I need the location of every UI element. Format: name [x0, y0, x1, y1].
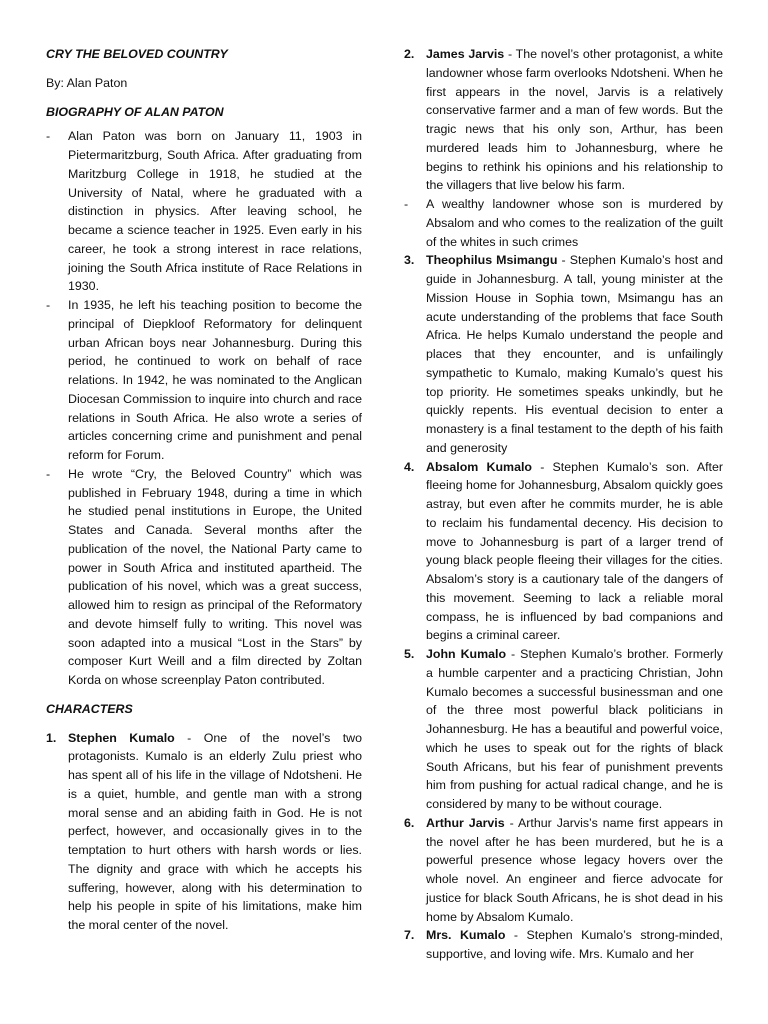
biography-item: [46, 296, 362, 465]
character-name: Mrs. Kumalo: [426, 928, 506, 943]
list-number: 4.: [404, 459, 415, 474]
character-item-mrs-kumalo: [404, 926, 723, 964]
characters-list-right-cont: [404, 251, 723, 964]
biography-heading: BIOGRAPHY OF ALAN PATON: [46, 104, 224, 119]
character-name: Absalom Kumalo: [426, 459, 532, 474]
character-name: Theophilus Msimangu: [426, 253, 558, 268]
list-number: 2.: [404, 47, 415, 61]
character-item-james-jarvis: [404, 45, 723, 195]
biography-item: [46, 465, 362, 690]
list-number: 1.: [46, 730, 57, 745]
dash-bullet: -: [46, 129, 51, 144]
document-title: CRY THE BELOVED COUNTRY: [46, 47, 228, 61]
character-name: Arthur Jarvis: [426, 815, 505, 830]
left-column: [46, 45, 362, 935]
character-name: John Kumalo: [426, 647, 507, 661]
character-item-john-kumalo: [404, 645, 723, 814]
character-description: - Stephen Kumalo’s host and guide in Johannesburg. A tall, young minister at the Mission House in Sophia town, Msimangu has an acute understanding of the problems that face South Africa. He helps Kumalo understand the people and places that they encounter, and is unfailingly sympathetic to Kumalo, making Kumalo’s quest his top priority. He sometimes speaks unkindly, but he quickly repents. His eventual decision to enter a monastery is a final testament to the depth of his faith and generosity: [426, 253, 723, 455]
jarvis-note-text: A wealthy landowner whose son is murdered by Absalom and who comes to the realization of the guilt of the whites in such crimes: [426, 197, 723, 249]
characters-list-left: [46, 729, 362, 935]
biography-text: He wrote “Cry, the Beloved Country” which was published in February 1948, during a time in which he studied penal institutions in Europe, the United States and Canada. Several months after the publication of the novel, the National Party came to power in South Africa and instituted apartheid. The publication of his novel, which was a great success, allowed him to resign as principal of the Reformatory and devote himself fully to writing. This novel was soon adapted into a musical “Lost in the Stars” by composer Kurt Weill and a film directed by Zoltan Korda on whose screenplay Paton contributed.: [68, 466, 362, 687]
characters-heading: CHARACTERS: [46, 701, 133, 716]
character-description: - The novel’s other protagonist, a white landowner whose farm overlooks Ndotsheni. When he first appears in the novel, Jarvis is a relatively conservative farmer and a man of few words. But the tragic news that his only son, Arthur, has been murdered leads him to Johannesburg, where he begins to rethink his opinions and his relationship to the villagers that live below his farm.: [426, 47, 723, 193]
character-description: - Stephen Kumalo’s strong-minded, supportive, and loving wife. Mrs. Kumalo and her: [426, 928, 723, 961]
biography-list: [46, 127, 362, 690]
list-number: 6.: [404, 815, 415, 830]
list-number: 7.: [404, 928, 415, 943]
biography-text: In 1935, he left his teaching position to become the principal of Diepkloof Reformatory for delinquent urban African boys near Johannesburg. During this period, he continued to work on behalf of race relations. In 1942, he was nominated to the Anglican Diocesan Commission to inquire into church and race relations in South Africa. He also wrote a series of articles concerning crime and punishment and penal reform for Forum.: [68, 298, 362, 462]
author-byline: By: Alan Paton: [46, 75, 128, 90]
character-item-arthur-jarvis: [404, 814, 723, 927]
character-description: - Stephen Kumalo’s brother. Formerly a humble carpenter and a practicing Christian, John Kumalo becomes a successful businessman and one of the three most powerful black politicians in Johannesburg. He has a beautiful and powerful voice, which he uses to speak out for the rights of black South Africans, but his fear of punishment prevents him from pushing for actual radical change, and he is considered by many to be without courage.: [426, 647, 723, 811]
character-description: - Stephen Kumalo’s son. After fleeing home for Johannesburg, Absalom quickly goes astray, but even after he commits murder, he is able to reclaim his fundamental decency. His decision to move to Johannesburg is part of a larger trend of young black people fleeing their villages for the cities. Absalom’s story is a cautionary tale of the dangers of this movement. Seeming to lack a reliable moral compass, he is influenced by bad companions and begins a criminal career.: [426, 459, 723, 643]
jarvis-note-list: [404, 195, 723, 251]
dash-bullet: -: [46, 466, 51, 481]
jarvis-note-item: [404, 195, 723, 251]
character-description: - Arthur Jarvis’s name first appears in the novel after he has been murdered, but he is a powerful presence whose legacy hovers over the whole novel. An engineer and fierce advocate for justice for black South Africans, he is shot dead in his home by Absalom Kumalo.: [426, 815, 723, 924]
character-description: - One of the novel’s two protagonists. Kumalo is an elderly Zulu priest who has spent all of his life in the village of Ndotsheni. He is a quiet, humble, and gentle man with a strong moral sense and an abiding faith in God. He is not perfect, however, and occasionally gives in to the temptation to hurt others with harsh words or lies. The dignity and grace with which he accepts his suffering, however, along with his determination to help his people in spite of his limitations, make him the moral center of the novel.: [68, 730, 363, 932]
character-item-absalom-kumalo: [404, 458, 723, 646]
dash-bullet: -: [404, 197, 409, 211]
list-number: 5.: [404, 647, 415, 661]
list-number: 3.: [404, 253, 415, 268]
character-name: James Jarvis: [426, 47, 505, 61]
biography-item: [46, 127, 362, 296]
biography-text: Alan Paton was born on January 11, 1903 in Pietermaritzburg, South Africa. After graduating from Maritzburg College in 1918, he studied at the University of Natal, where he graduated with a distinction in physics. After leaving school, he became a science teacher in 1925. Even early in his career, he took a strong interest in race relations, joining the South Africa institute of Race Relations in 1930.: [68, 129, 362, 294]
character-name: Stephen Kumalo: [68, 730, 175, 745]
character-item-theophilus-msimangu: [404, 251, 723, 457]
dash-bullet: -: [46, 298, 51, 312]
characters-list-right: [404, 45, 723, 195]
right-column: [404, 45, 723, 964]
character-item-stephen-kumalo: [46, 729, 362, 935]
